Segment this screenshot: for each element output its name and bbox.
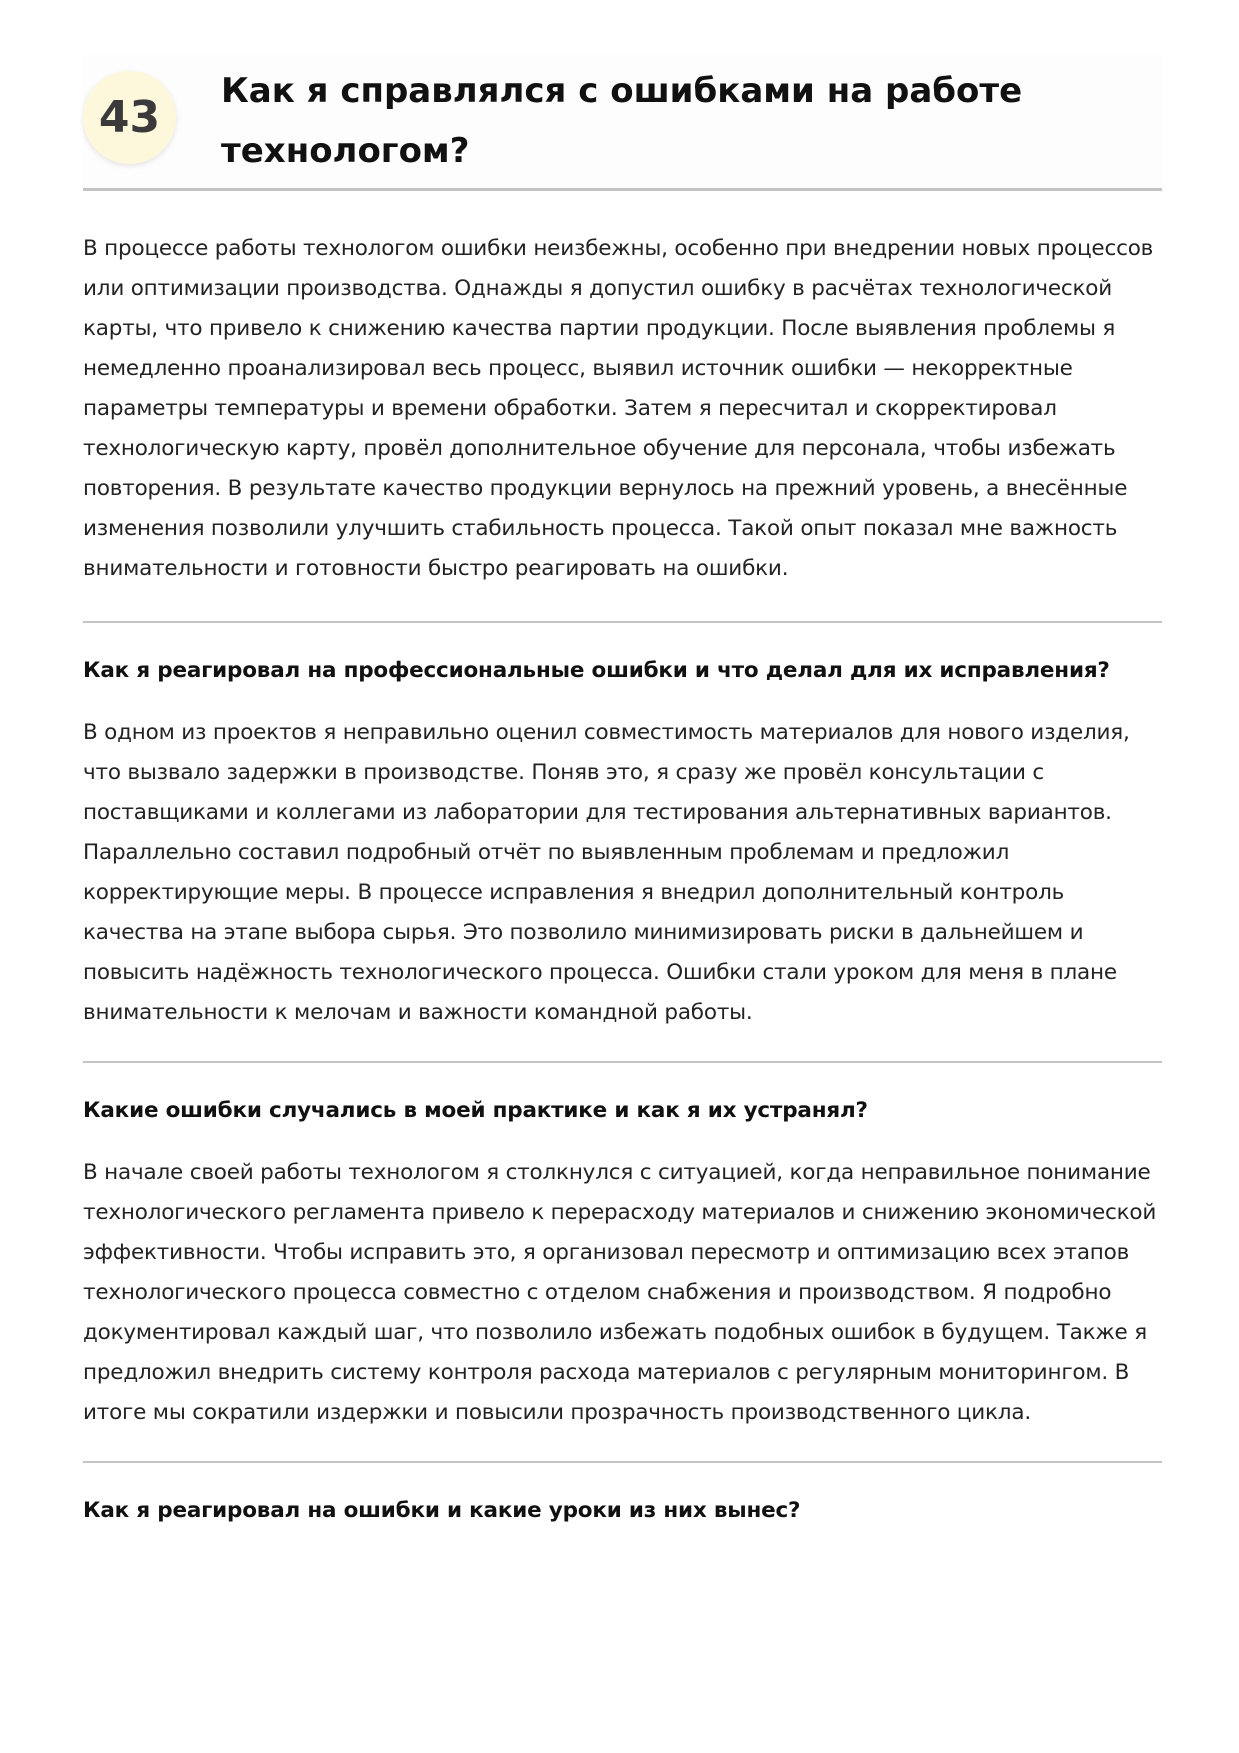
page-title: Как я справлялся с ошибками на работе технологом? xyxy=(221,71,1023,171)
answer-paragraph-1: В одном из проектов я неправильно оценил совместимость материалов для нового изделия, что вызвало задержки в производстве. Поняв это, я сразу же провёл консультации с поставщиками и коллегами из лаборатории для тестирования альтернативных вариантов. Параллельно составил подробный отчёт по выявленным проблемам и предложил корректирующие меры. В процессе исправления я внедрил дополнительный контроль качества на этапе выбора сырья. Это позволило минимизировать риски в дальнейшем и повысить надёжность технологического процесса. Ошибки стали уроком для меня в плане внимательности к мелочам и важности командной работы. xyxy=(83,720,1130,1025)
intro-paragraph: В процессе работы технологом ошибки неизбежны, особенно при внедрении новых процессов или оптимизации производства. Однажды я допустил ошибку в расчётах технологической карты, что привело к снижению качества партии продукции. После выявления проблемы я немедленно проанализировал весь процесс, выявил источник ошибки — некорректные параметры температуры и времени обработки. Затем я пересчитал и скорректировал технологическую карту, провёл дополнительное обучение для персонала, чтобы избежать повторения. В результате качество продукции вернулось на прежний уровень, а внесённые изменения позволили улучшить стабильность процесса. Такой опыт показал мне важность внимательности и готовности быстро реагировать на ошибки. xyxy=(83,236,1154,581)
section-divider xyxy=(83,1061,1162,1063)
question-number-badge: 43 xyxy=(83,71,176,164)
section-divider xyxy=(83,621,1162,623)
question-heading-3: Как я реагировал на ошибки и какие уроки из них вынес? xyxy=(83,1498,801,1523)
answer-paragraph-2: В начале своей работы технологом я столкнулся с ситуацией, когда неправильное понимание технологического регламента привело к перерасходу материалов и снижению экономической эффективности. Чтобы исправить это, я организовал пересмотр и оптимизацию всех этапов технологического процесса совместно с отделом снабжения и производством. Я подробно документировал каждый шаг, что позволило избежать подобных ошибок в будущем. Также я предложил внедрить систему контроля расхода материалов с регулярным мониторингом. В итоге мы сократили издержки и повысили прозрачность производственного цикла. xyxy=(83,1160,1157,1425)
question-heading-2: Какие ошибки случались в моей практике и как я их устранял? xyxy=(83,1098,868,1123)
page-header xyxy=(83,55,1162,191)
question-heading-1: Как я реагировал на профессиональные ошибки и что делал для их исправления? xyxy=(83,658,1110,683)
document-page xyxy=(83,55,1162,1531)
section-divider xyxy=(83,1461,1162,1463)
